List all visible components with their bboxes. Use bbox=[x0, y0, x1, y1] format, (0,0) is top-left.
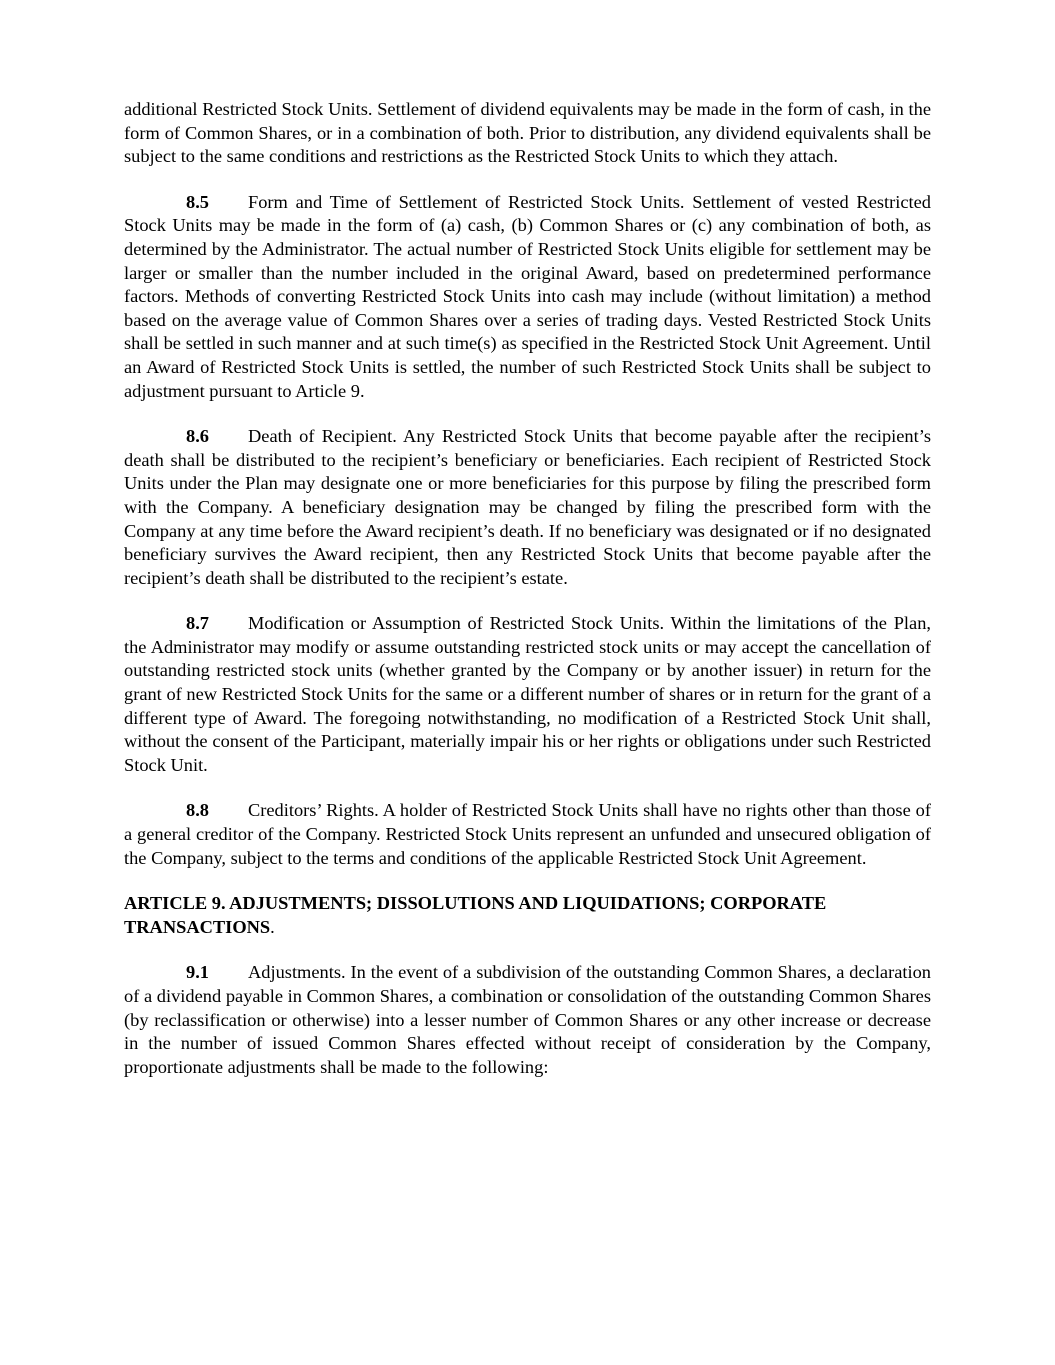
continuation-paragraph: additional Restricted Stock Units. Settlement of dividend equivalents may be made in the form of cash, in the form of Common Shares, or in a combination of both. Prior to distribution, any dividend equivalents shall be subject to the same conditions and restrictions as the Restricted Stock Units to which they attach. bbox=[124, 99, 931, 167]
section-8-5 bbox=[124, 191, 931, 403]
section-text: Modification or Assumption of Restricted Stock Units. Within the limitations of the Plan, the Administrator may modify or assume outstanding restricted stock units or may accept the cancellation of outstanding restricted stock units (whether granted by the Company or by another issuer) in return for the grant of new Restricted Stock Units for the same or a different number of shares or in return for the grant of a different type of Award. The foregoing notwithstanding, no modification of a Restricted Stock Unit shall, without the consent of the Participant, materially impair his or her rights or obligations under such Restricted Stock Unit. bbox=[124, 613, 931, 775]
section-text: Form and Time of Settlement of Restricted Stock Units. Settlement of vested Restricted Stock Units may be made in the form of (a) cash, (b) Common Shares or (c) any combination of both, as determined by the Administrator. The actual number of Restricted Stock Units eligible for settlement may be larger or smaller than the number included in the original Award, based on predetermined performance factors. Methods of converting Restricted Stock Units into cash may include (without limitation) a method based on the average value of Common Shares over a series of trading days. Vested Restricted Stock Units shall be settled in such manner and at such time(s) as specified in the Restricted Stock Unit Agreement. Until an Award of Restricted Stock Units is settled, the number of such Restricted Stock Units shall be subject to adjustment pursuant to Article 9. bbox=[124, 191, 931, 401]
section-number: 8.8 bbox=[186, 800, 209, 821]
section-number: 8.7 bbox=[186, 613, 209, 634]
section-text: Adjustments. In the event of a subdivision of the outstanding Common Shares, a declaration of a dividend payable in Common Shares, a combination or consolidation of the outstanding Common Shares (by reclassification or otherwise) into a lesser number of Common Shares or any other increase or decrease in the number of issued Common Shares effected without receipt of consideration by the Company, proportionate adjustments shall be made to the following: bbox=[124, 962, 931, 1077]
article-9-heading bbox=[124, 892, 931, 939]
section-8-7 bbox=[124, 612, 931, 777]
section-8-6 bbox=[124, 425, 931, 590]
section-9-1 bbox=[124, 961, 931, 1079]
article-heading-text: ARTICLE 9. ADJUSTMENTS; DISSOLUTIONS AND LIQUIDATIONS; CORPORATE TRANSACTIONS bbox=[124, 893, 827, 937]
section-number: 8.6 bbox=[186, 426, 209, 447]
article-heading-period: . bbox=[270, 916, 275, 937]
section-text: Death of Recipient. Any Restricted Stock Units that become payable after the recipient’s death shall be distributed to the recipient’s beneficiary or beneficiaries. Each recipient of Restricted Stock Units under the Plan may designate one or more beneficiaries for this purpose by filing the prescribed form with the Company. A beneficiary designation may be changed by filing the prescribed form with the Company at any time before the Award recipient’s death. If no beneficiary was designated or if no designated beneficiary survives the Award recipient, then any Restricted Stock Units that become payable after the recipient’s death shall be distributed to the recipient’s estate. bbox=[124, 426, 931, 588]
document-page bbox=[124, 98, 931, 1101]
section-number: 8.5 bbox=[186, 191, 209, 212]
section-8-8 bbox=[124, 799, 931, 870]
section-number: 9.1 bbox=[186, 962, 209, 983]
section-text: Creditors’ Rights. A holder of Restricted Stock Units shall have no rights other than those of a general creditor of the Company. Restricted Stock Units represent an unfunded and unsecured obligation of the Company, subject to the terms and conditions of the applicable Restricted Stock Unit Agreement. bbox=[124, 800, 931, 868]
